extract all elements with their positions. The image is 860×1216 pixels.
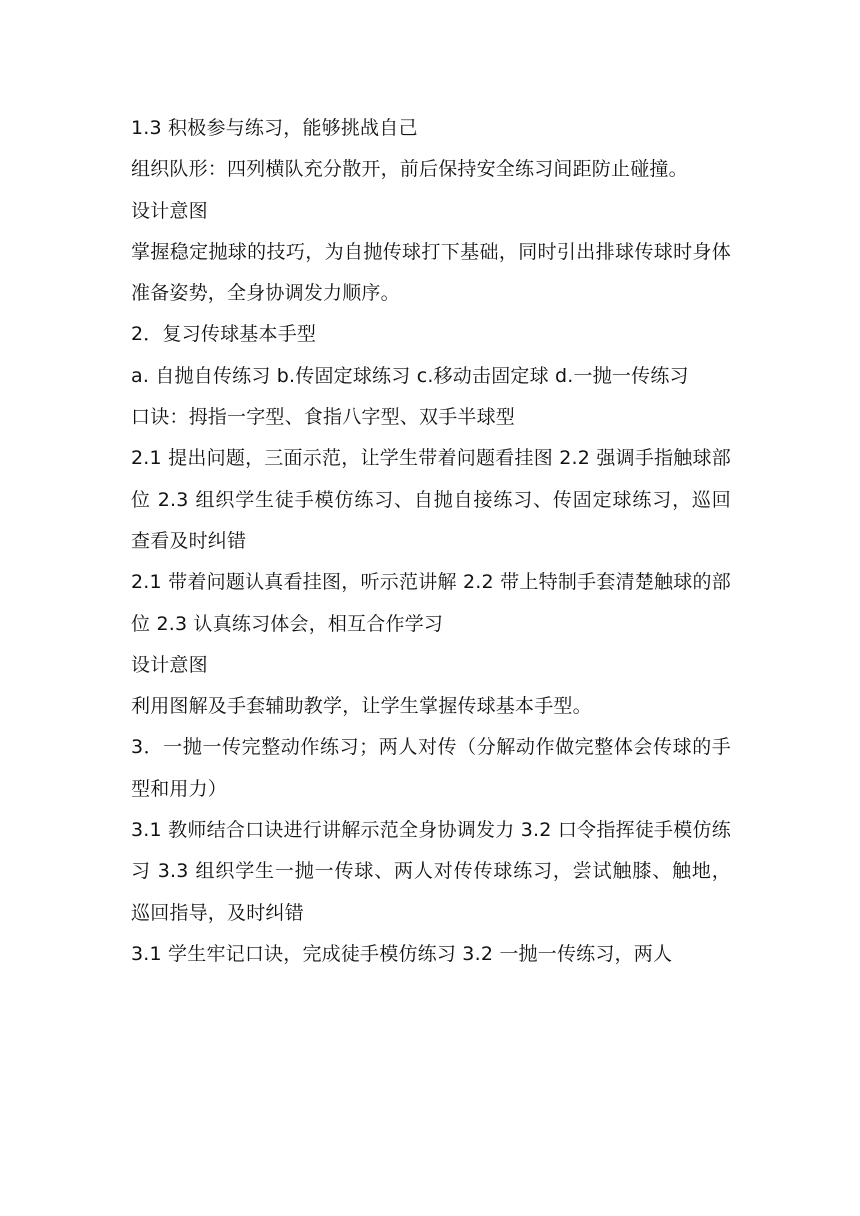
- paragraph-section-2-heading: 2．复习传球基本手型: [131, 323, 317, 346]
- paragraph-student-steps-2: 2.1 带着问题认真看挂图，听示范讲解 2.2 带上特制手套清楚触球的部位 2.3 认真练习体会，相互合作学习: [131, 571, 731, 635]
- paragraph-mnemonic: 口诀：拇指一字型、食指八字型、双手半球型: [131, 406, 516, 429]
- paragraph-section-3-heading: 3．一抛一传完整动作练习；两人对传（分解动作做完整体会传球的手型和用力）: [131, 736, 731, 800]
- paragraph-design-intent-heading-2: 设计意图: [131, 653, 208, 676]
- paragraph-design-intent-2: 利用图解及手套辅助教学，让学生掌握传球基本手型。: [131, 695, 592, 718]
- paragraph-design-intent-1: 掌握稳定抛球的技巧，为自抛传球打下基础，同时引出排球传球时身体准备姿势，全身协调发力顺序。: [131, 240, 731, 305]
- paragraph-teacher-steps-3: 3.1 教师结合口诀进行讲解示范全身协调发力 3.2 口令指挥徒手模仿练习 3.3 组织学生一抛一传球、两人对传传球练习，尝试触膝、触地，巡回指导，及时纠错: [131, 819, 731, 924]
- paragraph-design-intent-heading: 设计意图: [131, 199, 208, 222]
- paragraph-teacher-steps-2: 2.1 提出问题，三面示范，让学生带着问题看挂图 2.2 强调手指触球部位 2.3 组织学生徒手模仿练习、自抛自接练习、传固定球练习，巡回查看及时纠错: [131, 447, 731, 552]
- paragraph-goal-1-3: 1.3 积极参与练习，能够挑战自己: [131, 117, 418, 139]
- paragraph-student-steps-3: 3.1 学生牢记口诀，完成徒手模仿练习 3.2 一抛一传练习，两人: [131, 942, 673, 965]
- paragraph-formation: 组织队形：四列横队充分散开，前后保持安全练习间距防止碰撞。: [131, 158, 688, 181]
- paragraph-section-2-drills: a. 自抛自传练习 b.传固定球练习 c.移动击固定球 d.一抛一传练习: [131, 364, 689, 387]
- document-body: [131, 108, 731, 975]
